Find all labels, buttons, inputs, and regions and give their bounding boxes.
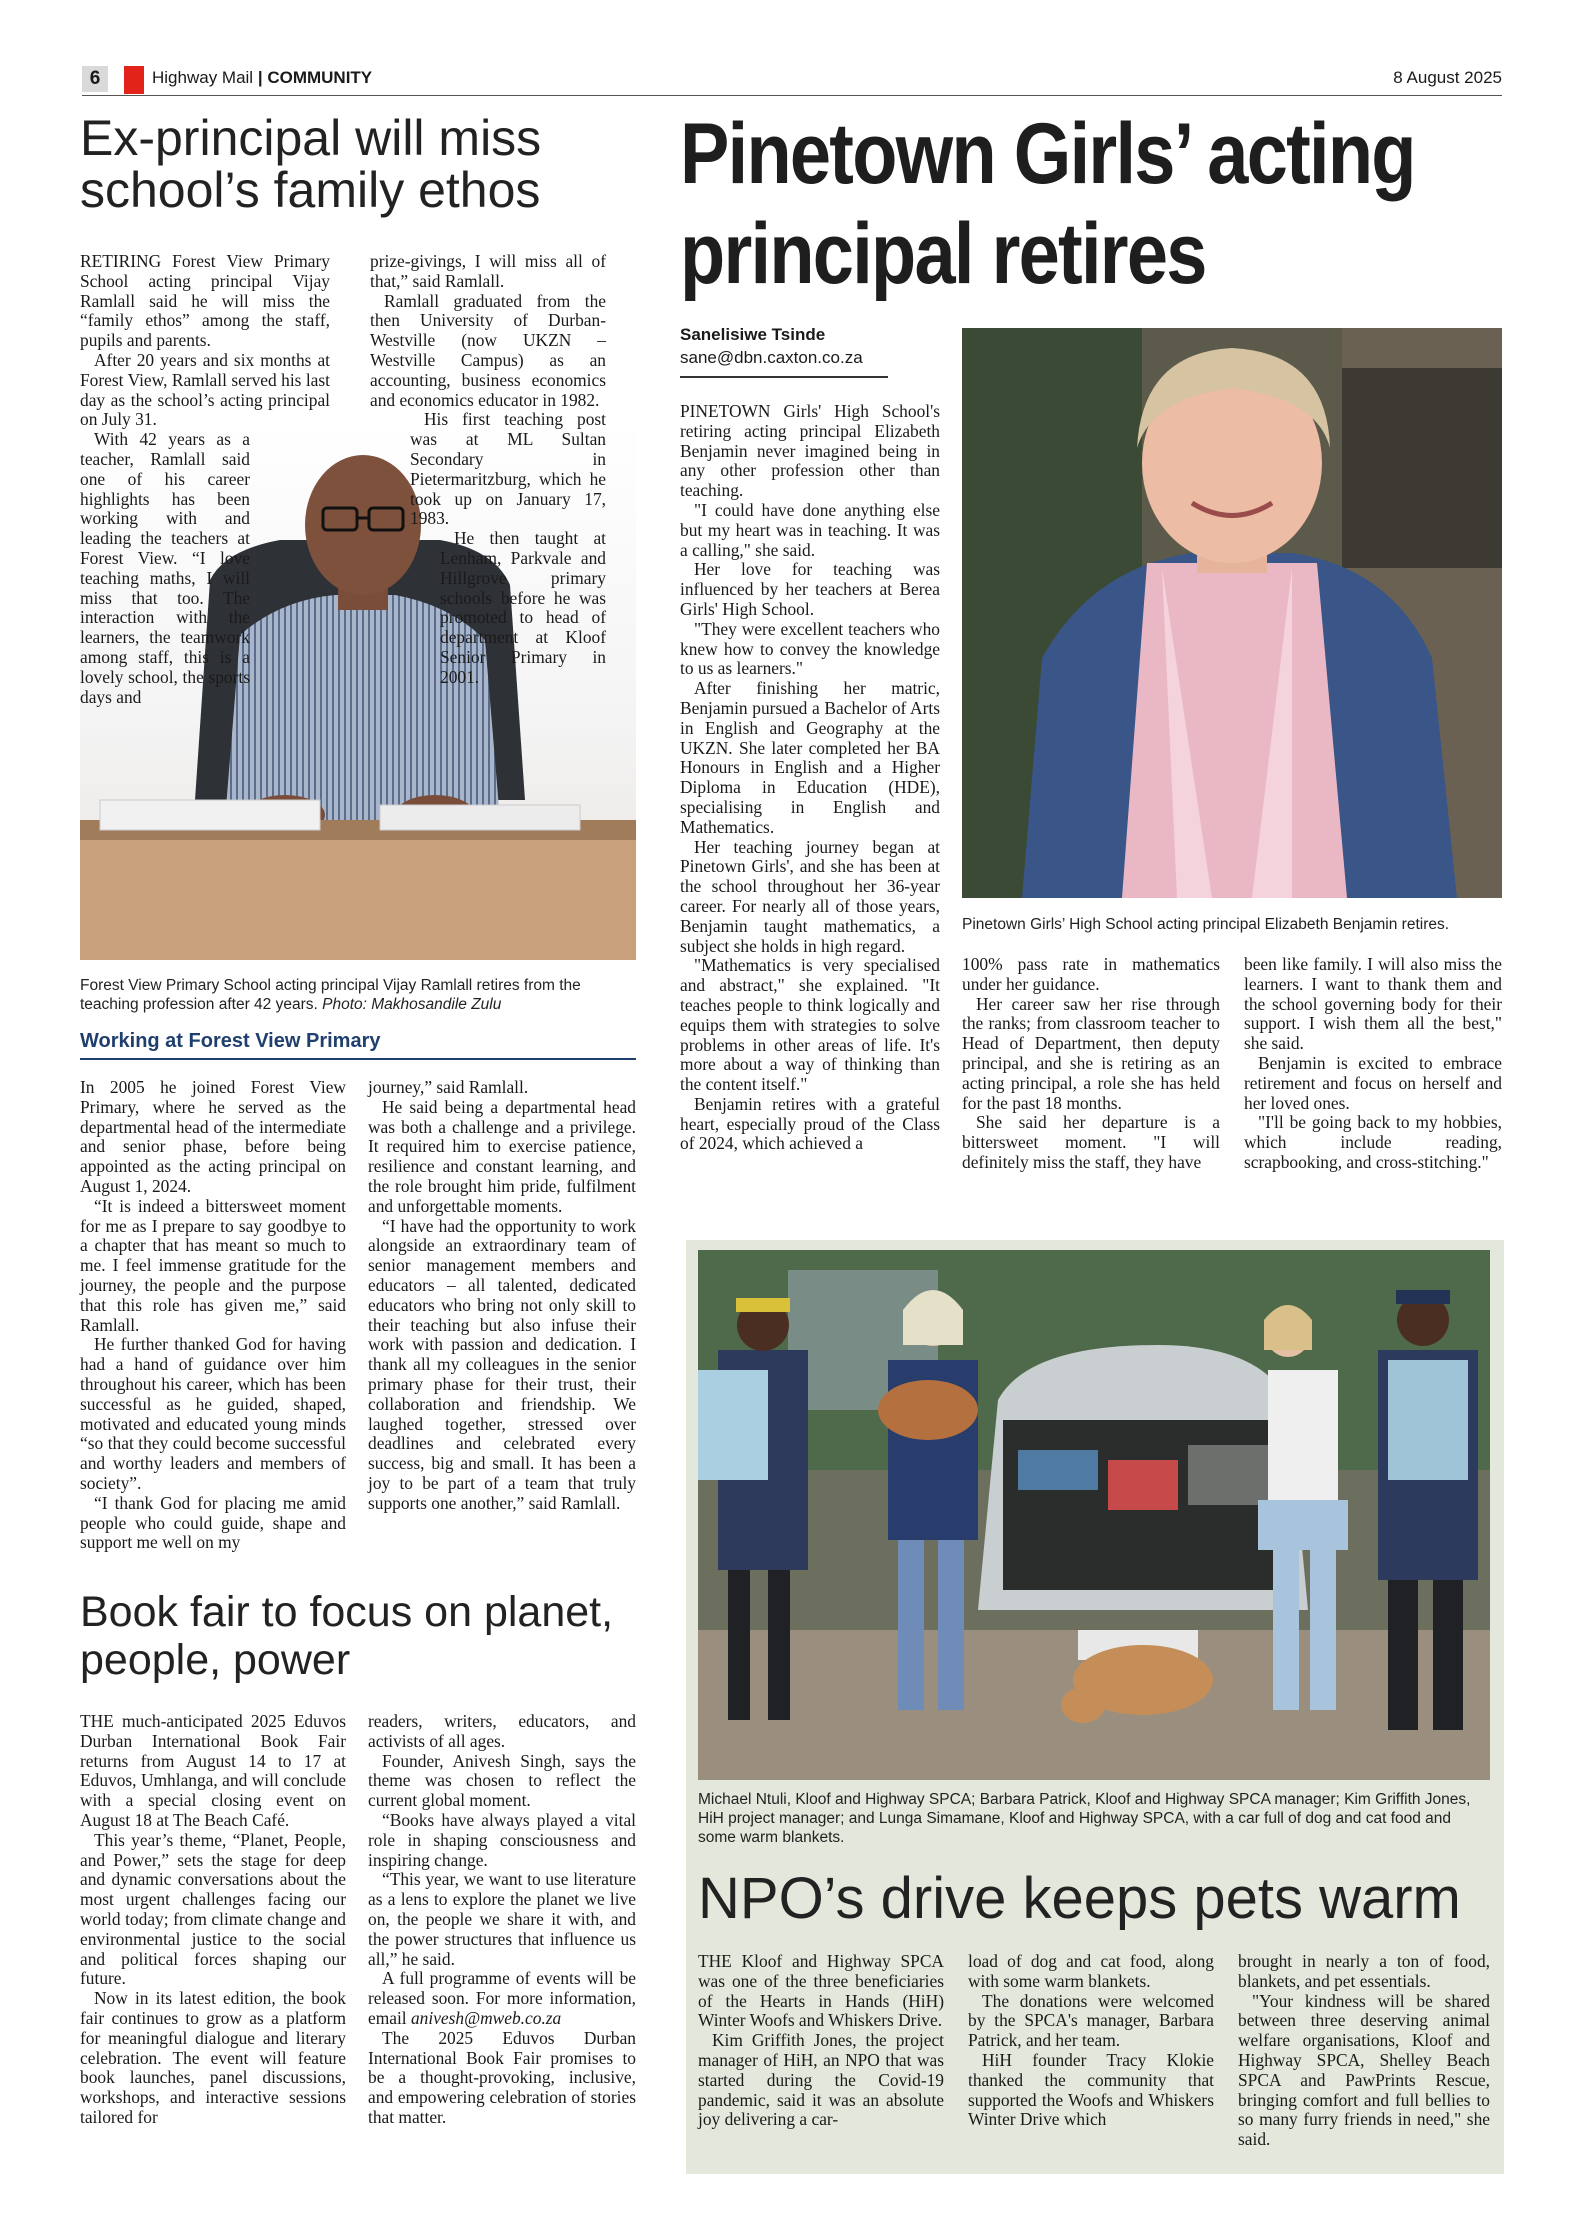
article2-headline: Pinetown Girls’ acting principal retires [680,106,1415,302]
article2-paragraph: Benjamin retires with a grateful heart, especially proud of the Class of 2024, which achieved a [680,1093,940,1154]
article2-paragraph: After finishing her matric, Benjamin pursued a Bachelor of Arts in English and Geography at the UKZN. She later completed her BA Honours in English and a Higher Diploma in Education (HDE), specialising in English and Mathematics. [680,678,940,837]
article3-paragraph: The 2025 Eduvos Durban International Book Fair promises to be a thought-provoking, inclusive, and empowering celebration of stories that matter. [368,2027,636,2127]
article2-paragraph: Her teaching journey began at Pinetown Girls', and she has been at the school throughout her 36-year career. For nearly all of those years, Benjamin taught mathematics, a subject she holds in high regard. [680,836,940,956]
article3-paragraph: Founder, Anivesh Singh, says the theme was chosen to reflect the current global moment. [368,1750,636,1811]
article2-paragraph: 100% pass rate in mathematics under her guidance. [962,954,1220,994]
article1-column-1 [80,252,330,707]
article1-caption [80,976,640,1014]
article3-paragraph-text: A full programme of events will be released soon. For more information, email [368,1968,636,2028]
article1-paragraph: He said being a departmental head was both a challenge and a privilege. It required him to exercise patience, resilience and constant learning, and the role brought him pride, fulfilment and unforgettable moments. [368,1096,636,1216]
article3-paragraph: THE much-anticipated 2025 Eduvos Durban International Book Fair returns from August 14 to 17 at Eduvos, Umhlanga, and will conclude with a special closing event on August 18 at The Beach Café. [80,1711,346,1830]
article1-column-3 [80,1078,346,1553]
article1-paragraph: In 2005 he joined Forest View Primary, where he served as the departmental head of the intermediate and senior phase, before being appointed as the acting principal on August 1, 2024. [80,1077,346,1196]
article1-paragraph: prize-givings, I will miss all of that,” said Ramlall. [370,251,606,291]
article4-caption: Michael Ntuli, Kloof and Highway SPCA; Barbara Patrick, Kloof and Highway SPCA manager; Kim Griffith Jones, HiH project manager; and Lunga Simamane, Kloof and Highway SPCA, with a car full of dog and cat food and some warm blankets. [698,1791,1471,1846]
article1-headline: Ex-principal will miss school’s family ethos [80,110,542,218]
article3-headline: Book fair to focus on planet, people, power [80,1588,614,1684]
article1-paragraph: Ramlall graduated from the then University of Durban-Westville (now UKZN – Westville Campus) as an accounting, business economics and economics educator in 1982. [370,290,606,410]
publication-title: Highway Mail [152,68,254,87]
article4-column-2 [968,1952,1214,2130]
article1-paragraph: RETIRING Forest View Primary School acting principal Vijay Ramlall said he will miss the “family ethos” among the staff, pupils and parents. [80,251,330,351]
article1-paragraph: With 42 years as a teacher, Ramlall said one of his career highlights has been working with and leading the teachers at Forest View. “I love teaching maths, I will miss that too. The interaction with the learners, the teamwork among staff, this is a lovely school, the sports days and [80,429,250,707]
article2-paragraph: been like family. I will also miss the learners. I want to thank them and the school governing body for their support. I wish them all the best," she said. [1244,954,1502,1054]
article1-column-2 [370,252,606,688]
article2-byline-email[interactable]: sane@dbn.caxton.co.za [680,348,863,367]
article2-caption: Pinetown Girls’ High School acting principal Elizabeth Benjamin retires. [962,916,1450,933]
article1-paragraph: “I thank God for placing me amid people who could guide, shape and support me well on my [80,1492,346,1553]
article1-subhead: Working at Forest View Primary [80,1030,381,1052]
article2-paragraph: "Mathematics is very specialised and abstract," she explained. "It teaches people to think logically and equips them with strategies to solve problems in other areas of life. It's more about a way of thinking than the content itself." [680,955,940,1095]
article4-paragraph: brought in nearly a ton of food, blankets, and pet essentials. [1238,1951,1490,1991]
benjamin-photo [962,328,1502,898]
article2-byline-name: Sanelisiwe Tsinde [680,325,826,344]
article4-paragraph: The donations were welcomed by the SPCA's manager, Barbara Patrick, and her team. [968,1990,1214,2051]
byline-rule [680,376,888,378]
article2-column-1 [680,402,940,1154]
spca-donation-photo-image [698,1250,1490,1780]
article2-column-2 [962,955,1220,1173]
article4-paragraph: HiH founder Tracy Klokie thanked the community that supported the Woofs and Whiskers Winter Drive which [968,2049,1214,2130]
article1-paragraph: “I have had the opportunity to work alongside an extraordinary team of senior management members and educators – all talented, dedicated educators who bring not only skill to their teaching but also infuse their work with passion and dedication. I thank all my colleagues in the senior primary phase for their trust, their collaboration and friendship. We laughed together, stressed over deadlines and celebrated every success, big and small. It has been a joy to be part of a team that truly supports one another,” said Ramlall. [368,1215,636,1513]
article2-paragraph: "I could have done anything else but my heart was in teaching. It was a calling," she said. [680,499,940,560]
article3-paragraph-email [368,1969,636,2028]
article1-paragraph: His first teaching post was at ML Sultan Secondary in Pietermaritzburg, which he took up on January 17, 1983. [410,409,606,529]
page-number: 6 [82,66,108,92]
article2-paragraph: "They were excellent teachers who knew how to convey the knowledge to us as learners." [680,618,940,679]
article3-paragraph: readers, writers, educators, and activists of all ages. [368,1711,636,1751]
benjamin-photo-image [962,328,1502,898]
article4-column-3 [1238,1952,1490,2150]
article3-paragraph: Now in its latest edition, the book fair continues to grow as a platform for meaningful dialogue and literary celebration. The event will feature book launches, panel discussions, workshops, and interactive sessions tailored for [80,1988,346,2127]
article3-column-2 [368,1712,636,2128]
article3-column-1 [80,1712,346,2128]
article1-paragraph: After 20 years and six months at Forest View, Ramlall served his last day as the school’s acting principal on July 31. [80,349,330,430]
issue-date: 8 August 2025 [1393,68,1502,87]
article2-paragraph: Her career saw her rise through the ranks; from classroom teacher to Head of Department, then deputy principal, and she is retiring as an acting principal, a role she has held for the past 18 months. [962,993,1220,1113]
article1-caption-text: Forest View Primary School acting principal Vijay Ramlall retires from the teaching profession after 42 years. [80,977,581,1013]
article1-paragraph: He further thanked God for having had a hand of guidance over him throughout his career, which has been successful as he guided, shaped, motivated and educated young minds “so that they could become successful and worthy leaders and members of society”. [80,1334,346,1493]
article1-column-4 [368,1078,636,1514]
article2-paragraph: "I'll be going back to my hobbies, which include reading, scrapbooking, and cross-stitching." [1244,1112,1502,1172]
article4-column-1 [698,1952,944,2130]
article2-paragraph: Her love for teaching was influenced by her teachers at Berea Girls' High School. [680,559,940,619]
section-name: COMMUNITY [267,68,373,87]
article1-subhead-rule [80,1058,636,1060]
article3-paragraph: “This year, we want to use literature as a lens to explore the planet we live on, the people we share it with, and the power structures that influence us all,” he said. [368,1869,636,1969]
article4-paragraph: "Your kindness will be shared between three deserving animal welfare organisations, Kloof and Highway SPCA, Shelley Beach SPCA and PawPrints Rescue, bringing comfort and full bellies to so many furry friends in need," she said. [1238,1990,1490,2150]
article2-column-3 [1244,955,1502,1173]
article4-paragraph: load of dog and cat food, along with some warm blankets. [968,1951,1214,1991]
article1-photo-credit: Photo: Makhosandile Zulu [322,996,502,1013]
article1-paragraph: journey,” said Ramlall. [368,1077,529,1097]
article3-paragraph: This year’s theme, “Planet, People, and Power,” sets the stage for deep and dynamic conversations about the most urgent challenges facing our world today; from climate change and environmental justice to the social and political forces shaping our future. [80,1829,346,1989]
article1-paragraph: “It is indeed a bittersweet moment for me as I prepare to say goodbye to a chapter that has meant so much to me. I feel immense gratitude for the journey, the people and the purpose that this role has given me,” said Ramlall. [80,1195,346,1335]
article2-paragraph: She said her departure is a bittersweet moment. "I will definitely miss the staff, they have [962,1112,1220,1172]
article2-paragraph: PINETOWN Girls' High School's retiring acting principal Elizabeth Benjamin never imagined being in any other profession other than teaching. [680,401,940,501]
article2-paragraph: Benjamin is excited to embrace retirement and focus on herself and her loved ones. [1244,1052,1502,1113]
contact-email-link[interactable]: anivesh@mweb.co.za [410,2007,562,2028]
section-color-tab [124,66,144,94]
article4-headline: NPO’s drive keeps pets warm [698,1866,1461,1931]
article4-paragraph: THE Kloof and Highway SPCA was one of the three beneficiaries of the Hearts in Hands (HiH) Winter Woofs and Whiskers Drive. [698,1951,944,2031]
article3-paragraph: “Books have always played a vital role in shaping consciousness and inspiring change. [368,1809,636,1870]
spca-donation-photo [698,1250,1490,1780]
article1-paragraph: He then taught at Lenham, Parkvale and Hillgrove primary schools before he was promoted to head of department at Kloof Senior Primary in 2001. [440,528,606,687]
article4-paragraph: Kim Griffith Jones, the project manager of HiH, an NPO that was started during the Covid-19 pandemic, said it was an absolute joy delivering a car- [698,2030,944,2130]
header-rule [82,95,1502,96]
publication-name: Highway Mail | COMMUNITY [152,68,373,87]
